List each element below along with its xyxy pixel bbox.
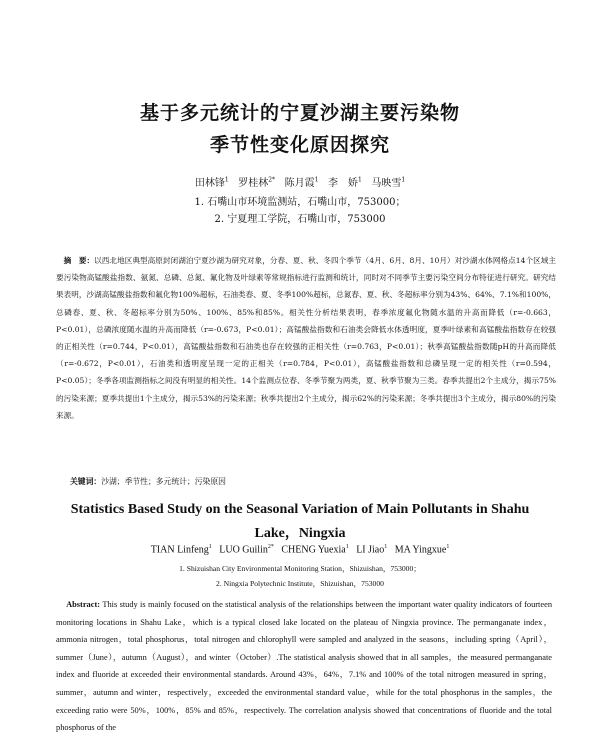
chinese-abstract: [56, 252, 556, 424]
author-name: 李 娇: [327, 178, 358, 189]
chinese-abstract-text: 以西北地区典型高原封闭湖泊宁夏沙湖为研究对象，分春、夏、秋、冬四个季节（4月、6月、8月、10月）对沙湖水体网格点14个区域主要污染物高锰酸盐指数、氨氮、总磷、总氮、氟化物及叶绿素等常规指标进行监测和统计，同时对不同季节主要污染空间分布特征进行研究。研究结果表明，沙湖高锰酸盐指数和氟化物100%超标，石油类春、夏、冬季100%超标，总氮春、夏、秋、冬超标率分别为43%、64%、7.1%和100%，总磷春、夏、秋、冬超标率分别为50%、100%、85%和85%。相关性分析结果表明，春季浓度氟化物随水温的升高而降低（r=-0.663，P<0.01），总磷浓度随水温的升高而降低（r=-0.673，P<0.01）；高锰酸盐指数和石油类会降低水体透明度，夏季叶绿素和高锰酸盐指数存在较强的正相关性（r=0.744，P<0.01），高锰酸盐指数和石油类也存在较强的正相关性（r=0.763，P<0.01）；秋季高锰酸盐指数随pH的升高而降低（r=-0.672，P<0.01），石油类和透明度呈现一定的正相关（r=0.784，P<0.01），高锰酸盐指数和总磷呈现一定的相关性（r=0.594，P<0.05）；冬季各项监测指标之间没有明显的相关性。14个监测点位春、冬季节聚为两类，夏、秋季节聚为三类。春季共提出2个主成分，揭示75%的污染来源；夏季共提出1个主成分，揭示53%的污染来源；秋季共提出2个主成分，揭示62%的污染来源；冬季共提出3个主成分，揭示80%的污染来源。: [56, 256, 556, 420]
english-authors: [0, 544, 600, 555]
author-affiliation-mark: 1: [446, 544, 450, 550]
chinese-keywords-text: 沙湖；季节性；多元统计；污染原因: [101, 477, 226, 486]
chinese-affiliation-2: 2. 宁夏理工学院，石嘴山市，753000: [214, 214, 386, 225]
chinese-authors: [0, 174, 600, 189]
english-affiliation-2: 2. Ningxia Polytechnic Institute，Shizuishan，753000: [216, 579, 384, 588]
english-abstract-label: Abstract:: [66, 600, 101, 609]
author-name: 马映雪: [371, 178, 402, 189]
author-name: MA Yingxue: [394, 544, 447, 556]
english-title-line-2: Lake，Ningxia: [254, 526, 346, 541]
author-affiliation-mark: 1: [401, 176, 406, 184]
author-affiliation-mark: 1: [314, 176, 319, 184]
author-affiliation-mark: 1: [224, 176, 229, 184]
chinese-keywords: [70, 476, 550, 487]
author-affiliation-mark: 1: [384, 544, 388, 550]
author-affiliation-mark: 2*: [267, 544, 274, 550]
english-abstract: [56, 596, 552, 737]
author-name: 罗桂林: [238, 178, 269, 189]
author-name: LI Jiao: [356, 544, 385, 556]
author-affiliation-mark: 1: [208, 544, 212, 550]
author-affiliation-mark: 2*: [268, 176, 276, 184]
english-title-line-1: Statistics Based Study on the Seasonal Variation of Main Pollutants in Shahu: [70, 502, 530, 517]
chinese-title-line-1: 基于多元统计的宁夏沙湖主要污染物: [139, 102, 460, 124]
author-affiliation-mark: 1: [357, 176, 362, 184]
author-name: TIAN Linfeng: [150, 544, 209, 556]
author-name: 陈月霞: [284, 178, 315, 189]
english-affiliation-1: 1. Shizuishan City Environmental Monitoring Station，Shizuishan，753000；: [179, 564, 421, 573]
author-affiliation-mark: 1: [345, 544, 349, 550]
chinese-keywords-label: 关键词：: [70, 477, 102, 486]
author-name: LUO Guilin: [219, 544, 268, 556]
author-name: 田林锋: [194, 178, 225, 189]
english-abstract-text: This study is mainly focused on the statistical analysis of the relationships between the important water quality indicators of fourteen monitoring locations in Shahu Lake，which is a typical closed lake located on the plateau of Ningxia province. The permanganate index，ammonia nitrogen，total phosphorus，total nitrogen and chlorophyll were sampled and analyzed in the seasons，including spring（April），summer（June），autumn（August），and winter（October）.The statistical analysis showed that in all samples，the measured permanganate index and fluoride at exceeded their environmental standards. Around 43%，64%，7.1% and 100% of the total nitrogen measured in spring，summer，autumn and winter，respectively，exceeded the environmental standard value，while for the total phosphorus in the samples，the exceeding ratio were 50%，100%，85% and 85%，respectively. The correlation analysis showed that concentrations of fluoride and the total phosphorus of the: [56, 600, 553, 733]
chinese-abstract-label: 摘 要：: [63, 256, 95, 265]
chinese-affiliation-1: 1. 石嘴山市环境监测站，石嘴山市，753000；: [194, 197, 406, 208]
author-name: CHENG Yuexia: [281, 544, 346, 556]
chinese-title-line-2: 季节性变化原因探究: [209, 134, 390, 156]
